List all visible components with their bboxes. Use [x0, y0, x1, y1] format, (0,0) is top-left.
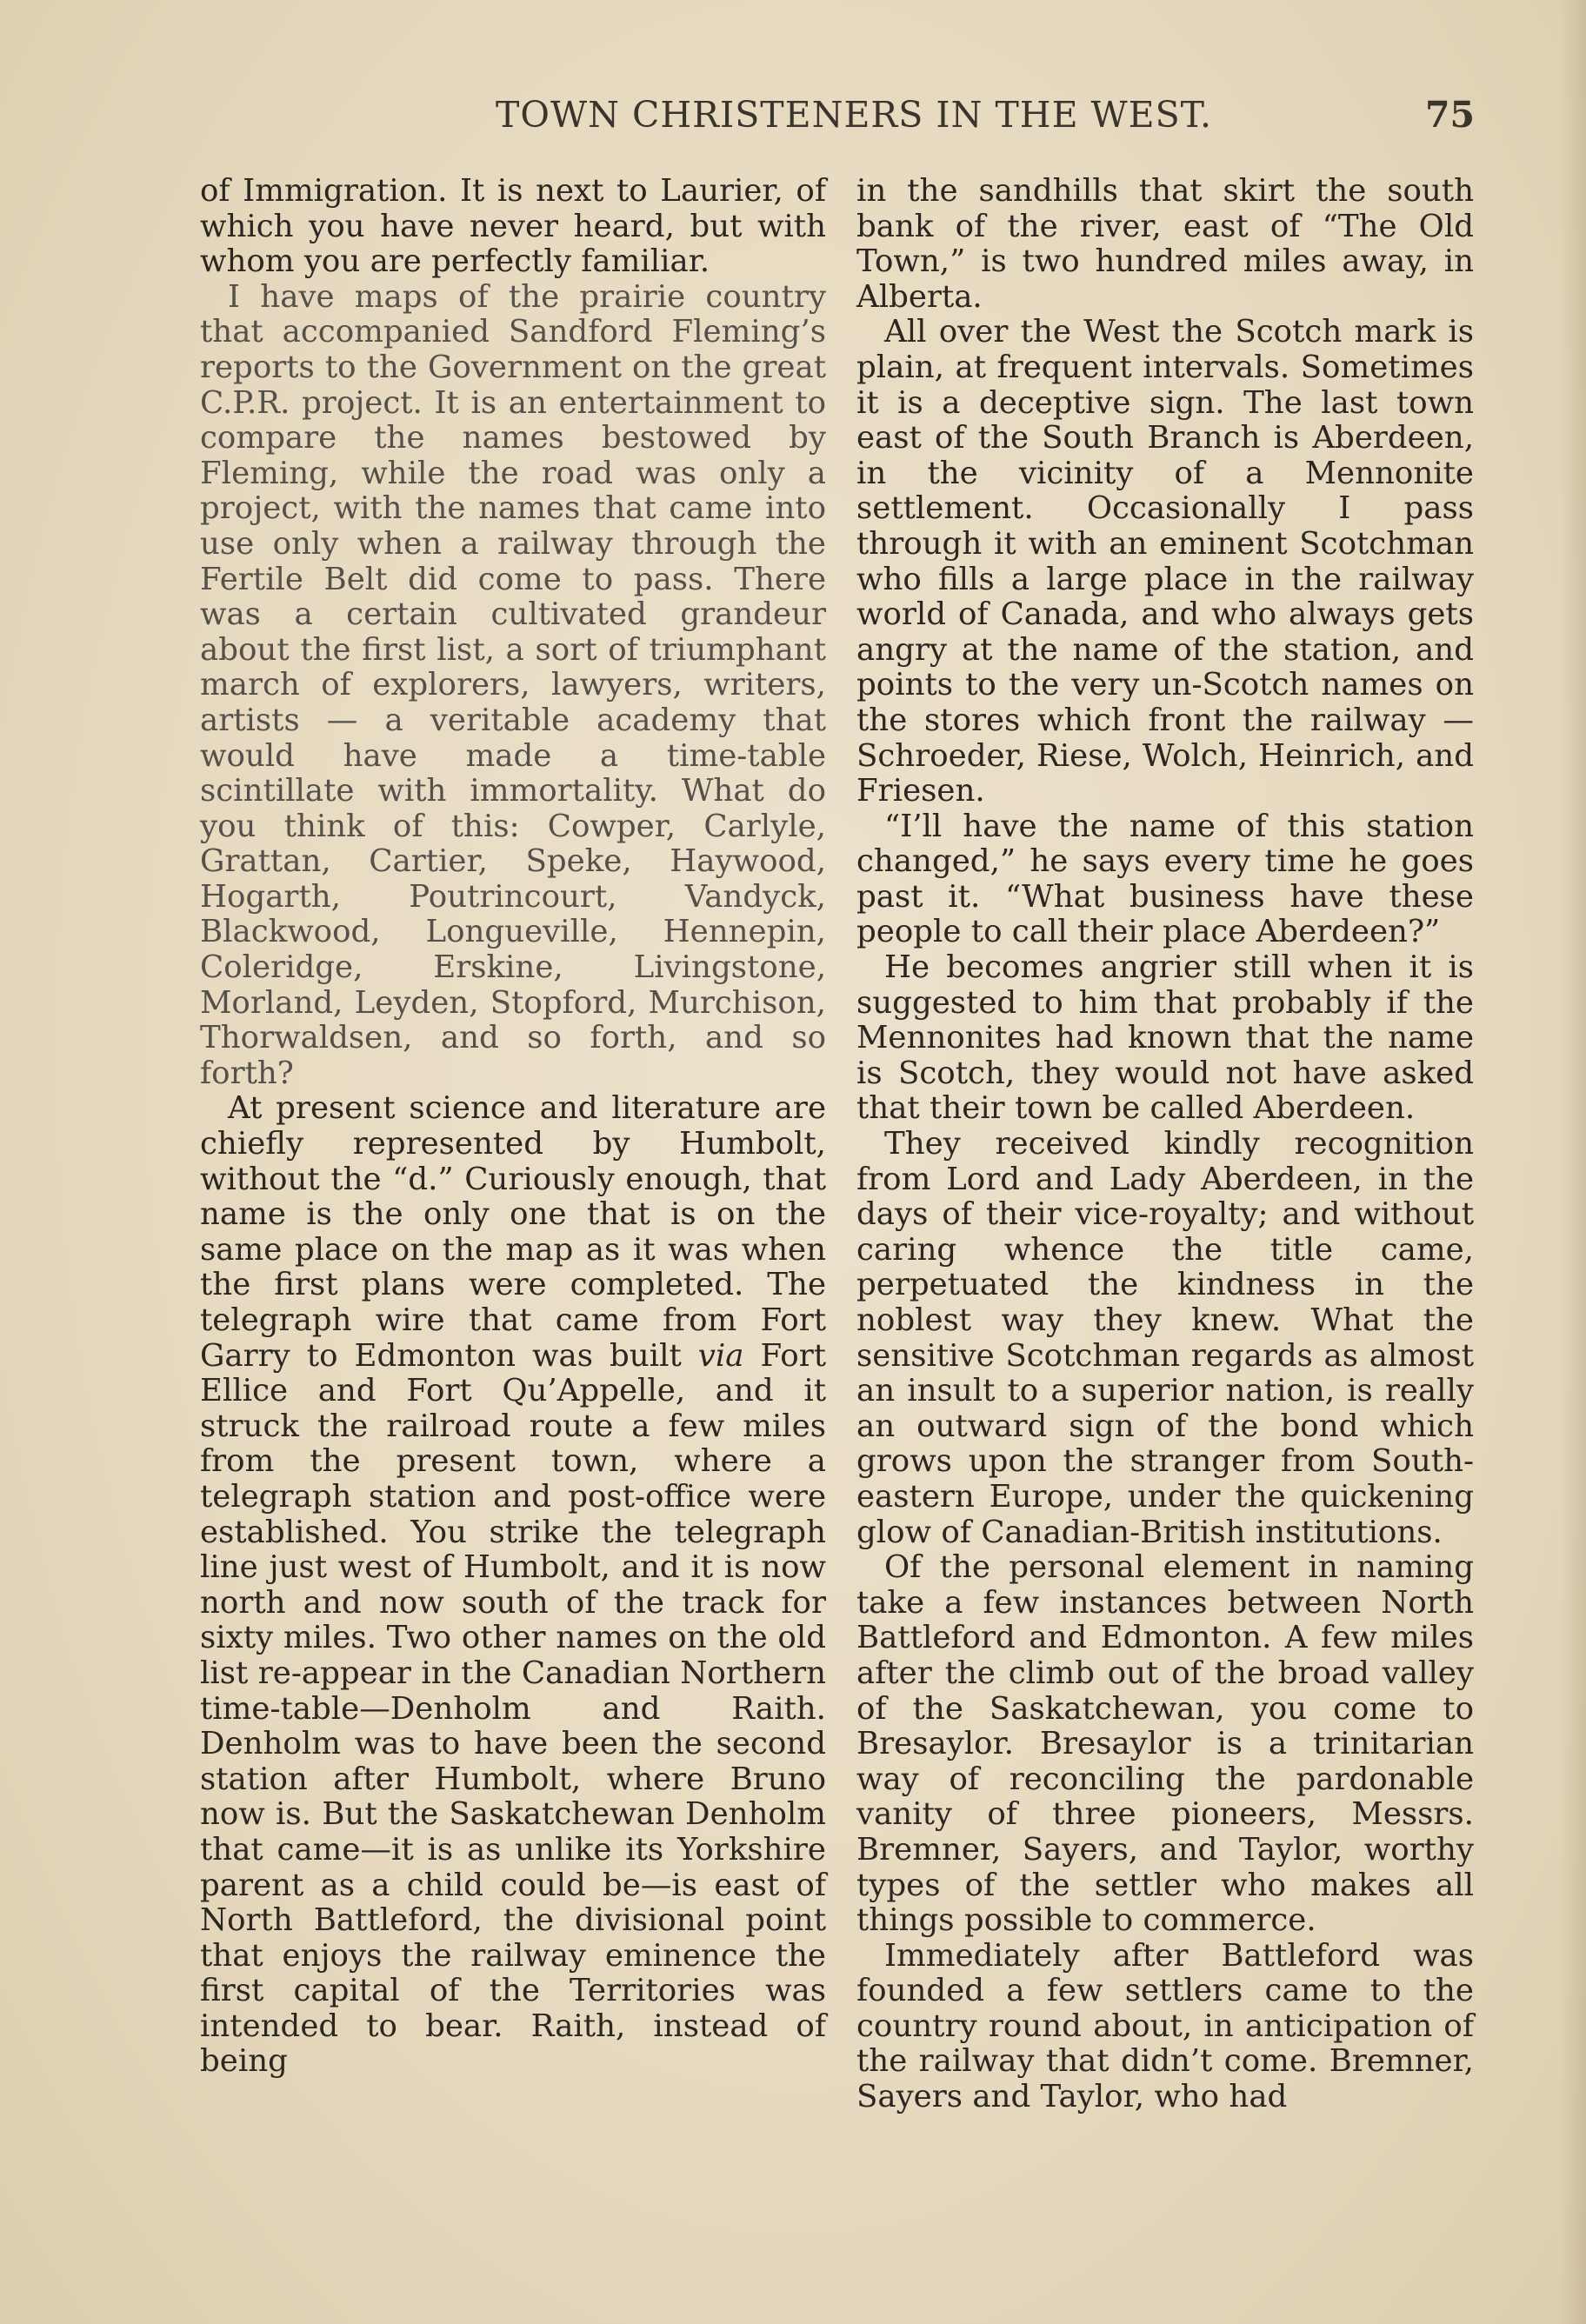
- right-paragraph-7: Immediately after Battleford was founded a few settlers came to the country round about, in anticipation of the railway that didn’t come. Bremner, Sayers and Taylor, who had: [856, 1937, 1474, 2115]
- left-paragraph-3-part-a: At present science and literature are chiefly represented by Humbolt, without the “d.” Curiously enough, that name is the only one that is on the same place on the map as it was when the first plans were completed. The telegraph wire that came from Fort Garry to Edmonton was built: [200, 1090, 826, 1374]
- page-edge-shadow: [1560, 0, 1586, 2324]
- left-paragraph-3-via: via: [697, 1337, 744, 1374]
- left-paragraph-1: of Immigration. It is next to Laurier, of which you have never heard, but with whom you are perfectly familiar.: [200, 173, 826, 280]
- running-title: TOWN CHRISTENERS IN THE WEST.: [496, 94, 1213, 136]
- left-paragraph-2: I have maps of the prairie country that accompanied Sandford Fleming’s reports to the Government on the great C.P.R. project. It is an entertainment to compare the names bestowed by Fleming, while the road was only a project, with the names that came into use only when a railway through the Fertile Belt did come to pass. There was a certain cultivated grandeur about the first list, a sort of triumphant march of explorers, lawyers, writers, artists — a veritable academy that would have made a time-table scintillate with immortality. What do you think of this: Cowper, Carlyle, Grattan, Cartier, Speke, Haywood, Hogarth, Poutrincourt, Vandyck, Blackwood, Longueville, Hennepin, Coleridge, Erskine, Livingstone, Morland, Leyden, Stopford, Murchison, Thorwaldsen, and so forth, and so forth?: [200, 278, 826, 1091]
- right-paragraph-5: They received kindly recognition from Lord and Lady Aberdeen, in the days of their vice-royalty; and without caring whence the title came, perpetuated the kindness in the noblest way they knew. What the sensitive Scotchman regards as almost an insult to a superior nation, is really an outward sign of the bond which grows upon the stranger from South-eastern Europe, under the quickening glow of Canadian-British institutions.: [856, 1126, 1474, 1550]
- right-paragraph-2: All over the West the Scotch mark is plain, at frequent intervals. Sometimes it is a deceptive sign. The last town east of the South Branch is Aberdeen, in the vicinity of a Mennonite settlement. Occasionally I pass through it with an eminent Scotchman who fills a large place in the railway world of Canada, and who always gets angry at the name of the station, and points to the very un-Scotch names on the stores which front the railway — Schroeder, Riese, Wolch, Heinrich, and Friesen.: [856, 314, 1474, 809]
- right-paragraph-3: “I’ll have the name of this station changed,” he says every time he goes past it. “What business have these people to call their place Aberdeen?”: [856, 808, 1474, 950]
- left-paragraph-3: [200, 1091, 826, 2080]
- right-paragraph-4: He becomes angrier still when it is suggested to him that probably if the Mennonites had known that the name is Scotch, they would not have asked that their town be called Aberdeen.: [856, 949, 1474, 1127]
- right-column: [856, 174, 1474, 2115]
- left-column: [200, 174, 826, 2080]
- page-header: [0, 94, 1586, 146]
- right-paragraph-1: in the sandhills that skirt the south bank of the river, east of “The Old Town,” is two hundred miles away, in Alberta.: [856, 173, 1474, 315]
- right-paragraph-6: Of the personal element in naming take a few instances between North Battleford and Edmonton. A few miles after the climb out of the broad valley of the Saskatchewan, you come to Bresaylor. Bresaylor is a trinitarian way of reconciling the pardonable vanity of three pioneers, Messrs. Bremner, Sayers, and Taylor, worthy types of the settler who makes all things possible to commerce.: [856, 1549, 1474, 1939]
- left-paragraph-3-part-b: Fort Ellice and Fort Qu’Appelle, and it struck the railroad route a few miles from the present town, where a telegraph station and post-office were established. You strike the telegraph line just west of Humbolt, and it is now north and now south of the track for sixty miles. Two other names on the old list re-appear in the Canadian Northern time-table—Denholm and Raith. Denholm was to have been the second station after Humbolt, where Bruno now is. But the Saskatchewan Denholm that came—it is as unlike its Yorkshire parent as a child could be—is east of North Battleford, the divisional point that enjoys the railway eminence the first capital of the Territories was intended to bear. Raith, instead of being: [200, 1337, 827, 2080]
- page-number: 75: [1424, 94, 1475, 136]
